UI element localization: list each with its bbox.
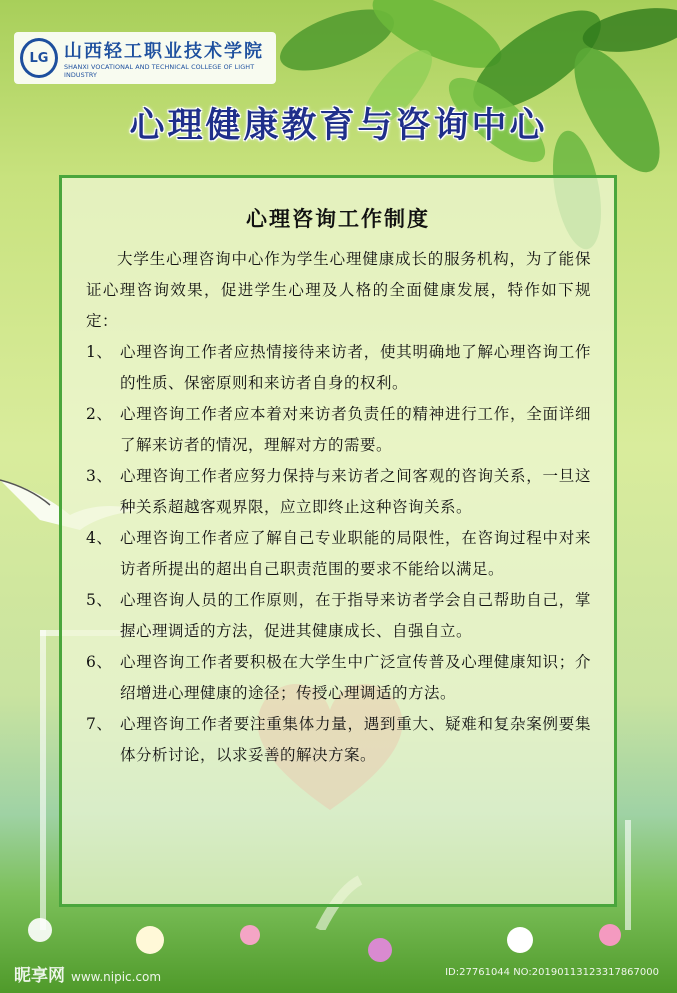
regulations-body <box>86 244 591 771</box>
watermark-url: www.nipic.com <box>71 970 162 984</box>
item-number: 4、 <box>86 529 113 547</box>
college-name-en: SHANXI VOCATIONAL AND TECHNICAL COLLEGE OF LIGHT INDUSTRY <box>64 63 255 79</box>
item-number: 1、 <box>86 343 113 361</box>
intro-paragraph: 大学生心理咨询中心作为学生心理健康成长的服务机构，为了能保证心理咨询效果，促进学生心理及人格的全面健康发展，特作如下规定： <box>86 250 591 330</box>
list-item <box>86 399 591 461</box>
image-id-label: ID:27761044 NO:20190113123317867000 <box>445 967 659 978</box>
item-text: 心理咨询人员的工作原则，在于指导来访者学会自己帮助自己，掌握心理调适的方法，促进其健康成长、自强自立。 <box>120 591 591 640</box>
list-item <box>86 585 591 647</box>
watermark <box>14 961 161 986</box>
list-item <box>86 647 591 709</box>
item-number: 2、 <box>86 405 113 423</box>
item-number: 6、 <box>86 653 113 671</box>
item-number: 7、 <box>86 715 113 733</box>
list-item <box>86 337 591 399</box>
page-title: 心理健康教育与咨询中心 <box>129 105 548 146</box>
college-name-cn: 山西轻工职业技术学院 <box>64 41 264 62</box>
list-item <box>86 709 591 771</box>
college-logo <box>14 32 276 84</box>
item-number: 3、 <box>86 467 113 485</box>
item-text: 心理咨询工作者要积极在大学生中广泛宣传普及心理健康知识；介绍增进心理健康的途径；传授心理调适的方法。 <box>120 653 591 702</box>
item-text: 心理咨询工作者应本着对来访者负责任的精神进行工作，全面详细了解来访者的情况，理解对方的需要。 <box>120 405 591 454</box>
panel-title: 心理咨询工作制度 <box>246 206 430 231</box>
list-item <box>86 461 591 523</box>
item-number: 5、 <box>86 591 113 609</box>
item-text: 心理咨询工作者要注重集体力量，遇到重大、疑难和复杂案例要集体分析讨论，以求妥善的解决方案。 <box>120 715 591 764</box>
watermark-brand: 昵享网 <box>14 966 65 986</box>
item-text: 心理咨询工作者应努力保持与来访者之间客观的咨询关系，一旦这种关系超越客观界限，应立即终止这种咨询关系。 <box>120 467 591 516</box>
list-item <box>86 523 591 585</box>
college-emblem-icon: LG <box>20 38 58 78</box>
item-text: 心理咨询工作者应了解自己专业职能的局限性，在咨询过程中对来访者所提出的超出自己职责范围的要求不能给以满足。 <box>120 529 591 578</box>
item-text: 心理咨询工作者应热情接待来访者，使其明确地了解心理咨询工作的性质、保密原则和来访者自身的权利。 <box>120 343 591 392</box>
